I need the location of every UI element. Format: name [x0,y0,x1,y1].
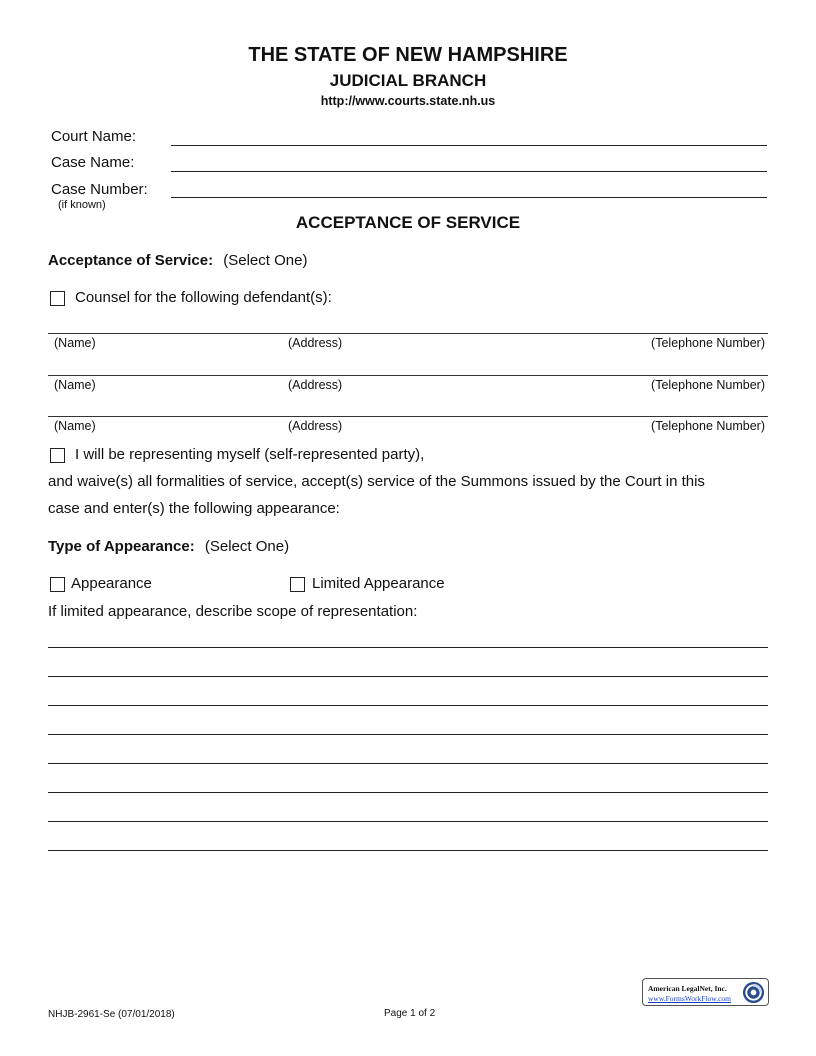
form-id: NHJB-2961-Se (07/01/2018) [48,1009,175,1020]
scope-line[interactable] [48,850,768,851]
defendant-address-caption: (Address) [288,336,343,350]
defendant-phone-caption: (Telephone Number) [651,419,765,433]
logo-company: American LegalNet, Inc. [648,984,727,993]
defendant-address-caption: (Address) [288,419,343,433]
case-name-label: Case Name: [51,154,135,171]
appearance-instruction: (Select One) [204,538,290,555]
court-url: http://www.courts.state.nh.us [320,94,496,108]
defendant-line[interactable] [48,333,768,334]
scope-line[interactable] [48,705,768,706]
scope-prompt: If limited appearance, describe scope of representation: [48,603,418,620]
scope-line[interactable] [48,734,768,735]
appearance-option-label: Appearance [71,575,152,592]
defendant-name-caption: (Name) [54,336,96,350]
scope-line[interactable] [48,792,768,793]
defendant-line[interactable] [48,416,768,417]
case-number-label: Case Number: [51,181,148,198]
workflow-swirl-icon [742,981,765,1004]
page-number: Page 1 of 2 [384,1008,436,1019]
if-known-note: (if known) [58,199,106,211]
scope-line[interactable] [48,763,768,764]
branch-title: JUDICIAL BRANCH [329,71,487,90]
appearance-label: Type of Appearance: [48,538,195,555]
scope-line[interactable] [48,647,768,648]
logo-url[interactable]: www.FormsWorkFlow.com [648,994,732,1003]
acceptance-label: Acceptance of Service: [48,252,214,269]
acceptance-section [48,252,307,269]
acceptance-instruction: (Select One) [223,252,308,269]
state-title: THE STATE OF NEW HAMPSHIRE [248,44,568,66]
defendant-address-caption: (Address) [288,378,343,392]
defendant-phone-caption: (Telephone Number) [651,336,765,350]
waiver-text-line2: case and enter(s) the following appearance: [48,500,340,517]
self-represented-label: I will be representing myself (self-represented party), [75,446,425,463]
appearance-section [48,538,289,555]
form-title: ACCEPTANCE OF SERVICE [295,213,521,232]
limited-appearance-checkbox[interactable] [290,577,305,592]
limited-appearance-option-label: Limited Appearance [312,575,445,592]
counsel-option-label: Counsel for the following defendant(s): [75,289,332,306]
scope-line[interactable] [48,676,768,677]
defendant-line[interactable] [48,375,768,376]
counsel-checkbox[interactable] [50,291,65,306]
defendant-name-caption: (Name) [54,378,96,392]
self-represented-checkbox[interactable] [50,448,65,463]
scope-line[interactable] [48,821,768,822]
case-name-field[interactable] [171,171,767,172]
defendant-name-caption: (Name) [54,419,96,433]
case-number-field[interactable] [171,197,767,198]
defendant-phone-caption: (Telephone Number) [651,378,765,392]
court-name-field[interactable] [171,145,767,146]
waiver-text-line1: and waive(s) all formalities of service, accept(s) service of the Summons issued by the Court in this [48,473,705,490]
court-name-label: Court Name: [51,128,137,145]
publisher-logo[interactable] [642,978,769,1006]
appearance-checkbox[interactable] [50,577,65,592]
